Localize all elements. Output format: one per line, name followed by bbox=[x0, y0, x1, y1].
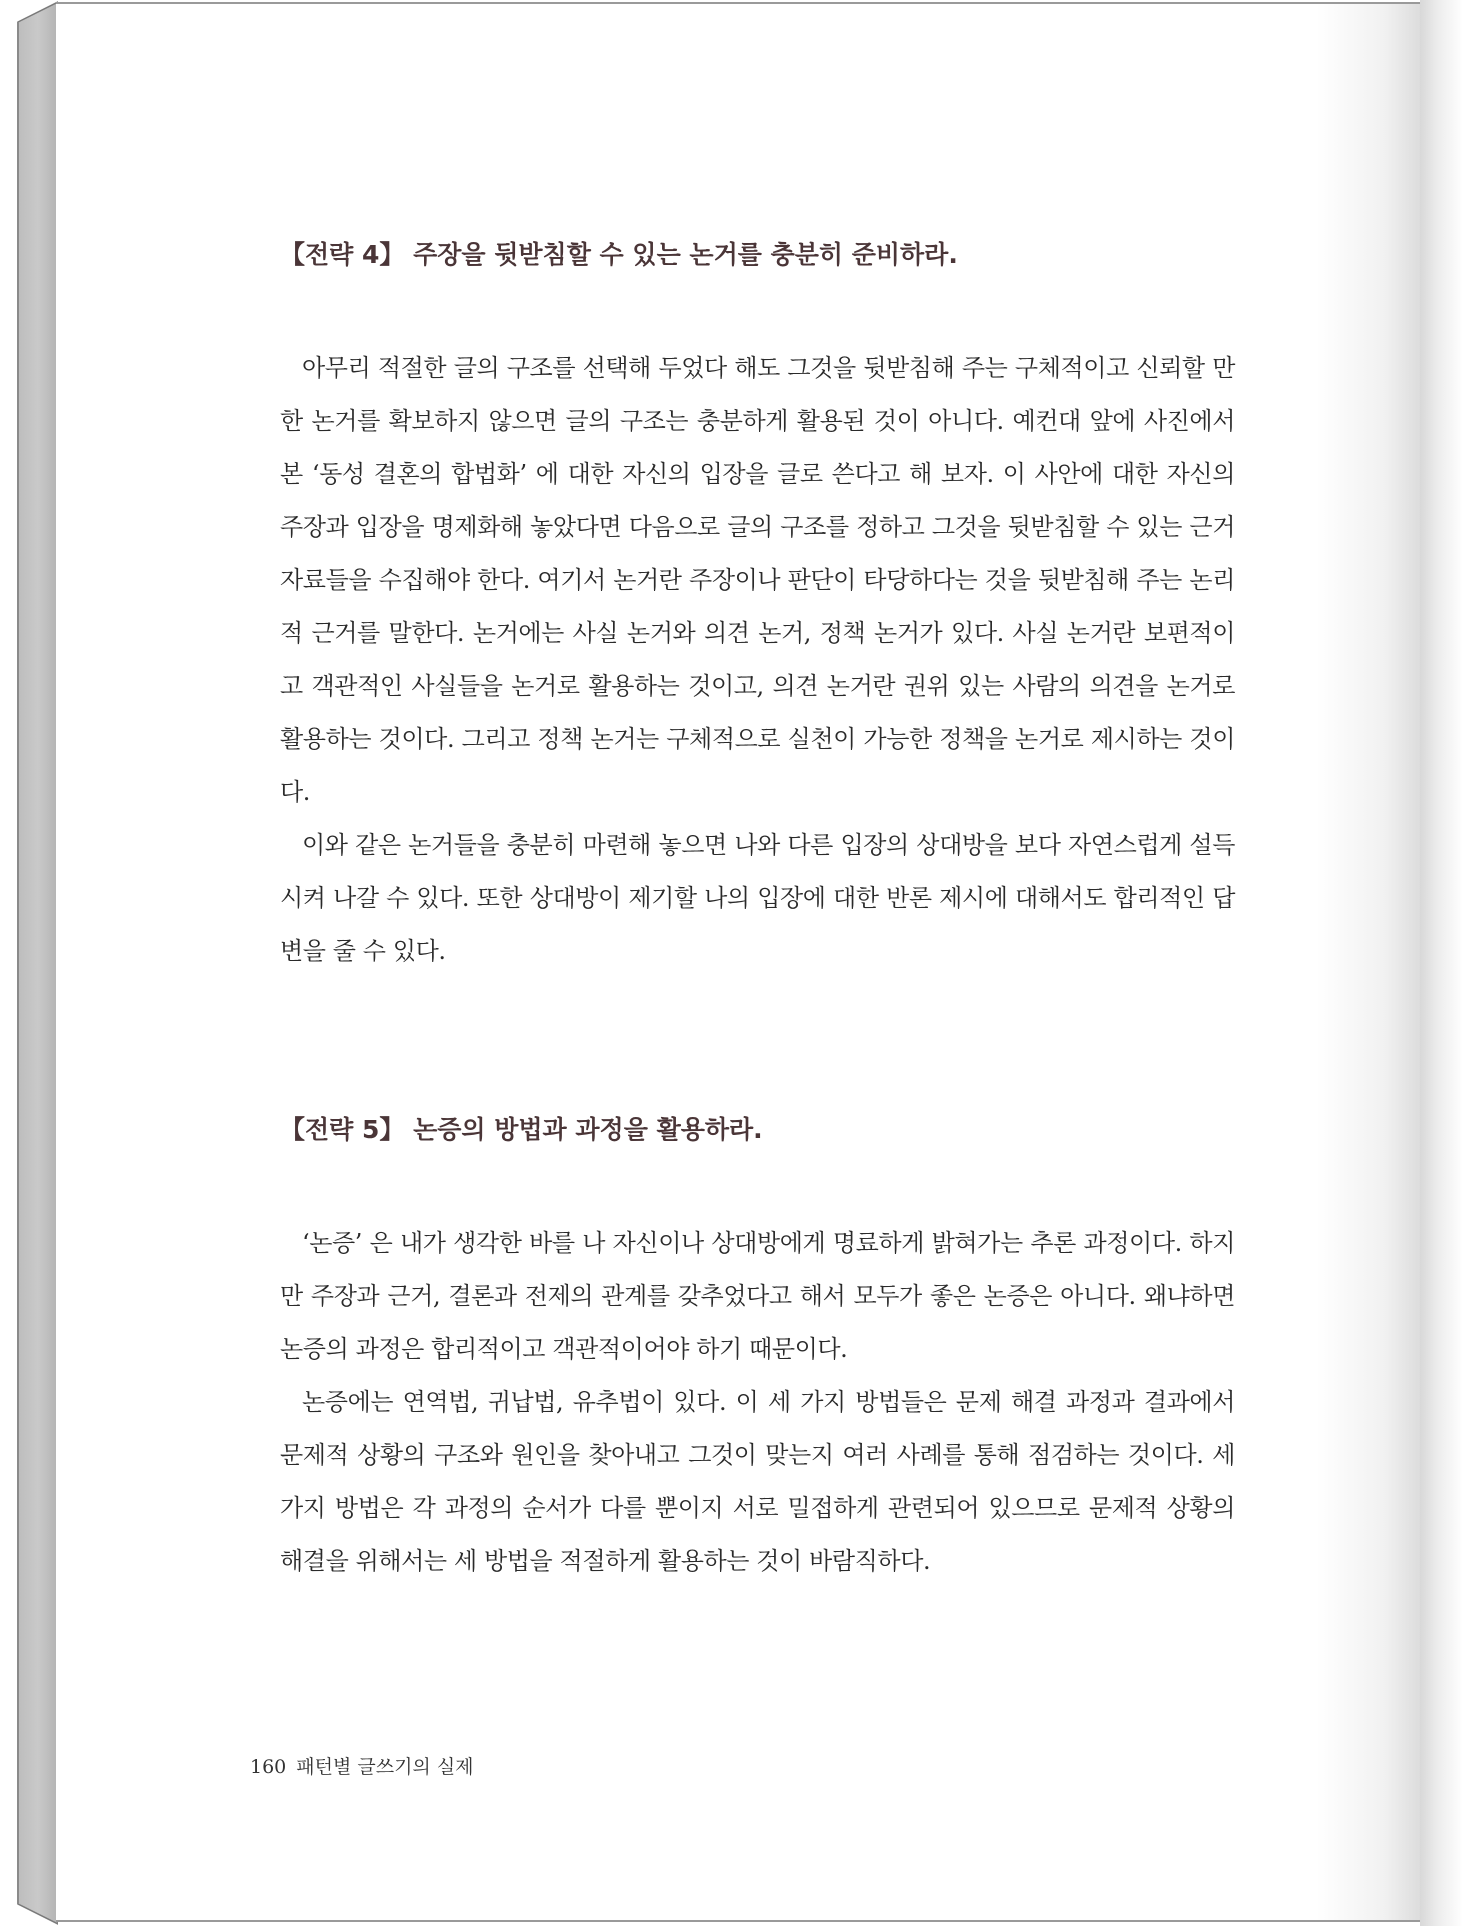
page-content bbox=[280, 230, 1235, 1588]
section-title: 【전략 4】 주장을 뒷받침할 수 있는 논거를 충분히 준비하라. bbox=[280, 240, 958, 269]
paragraph: 이와 같은 논거들을 충분히 마련해 놓으면 나와 다른 입장의 상대방을 보다 자연스럽게 설득시켜 나갈 수 있다. 또한 상대방이 제기할 나의 입장에 대한 반론 제시에 대해서도 합리적인 답변을 줄 수 있다. bbox=[280, 831, 1235, 965]
paragraph: ‘논증’ 은 내가 생각한 바를 나 자신이나 상대방에게 명료하게 밝혀가는 추론 과정이다. 하지만 주장과 근거, 결론과 전제의 관계를 갖추었다고 해서 모두가 좋은 논증은 아니다. 왜냐하면 논증의 과정은 합리적이고 객관적이어야 하기 때문이다. bbox=[280, 1229, 1235, 1363]
paragraph: 아무리 적절한 글의 구조를 선택해 두었다 해도 그것을 뒷받침해 주는 구체적이고 신뢰할 만한 논거를 확보하지 않으면 글의 구조는 충분하게 활용된 것이 아니다. 예컨대 앞에 사진에서 본 ‘동성 결혼의 합법화’ 에 대한 자신의 입장을 글로 쓴다고 해 보자. 이 사안에 대한 자신의 주장과 입장을 명제화해 놓았다면 다음으로 글의 구조를 정하고 그것을 뒷받침할 수 있는 근거 자료들을 수집해야 한다. 여기서 논거란 주장이나 판단이 타당하다는 것을 뒷받침해 주는 논리적 근거를 말한다. 논거에는 사실 논거와 의견 논거, 정책 논거가 있다. 사실 논거란 보편적이고 객관적인 사실들을 논거로 활용하는 것이고, 의견 논거란 권위 있는 사람의 의견을 논거로 활용하는 것이다. 그리고 정책 논거는 구체적으로 실천이 가능한 정책을 논거로 제시하는 것이다. bbox=[280, 354, 1235, 806]
section-strategy-5 bbox=[280, 1105, 1235, 1588]
page-footer bbox=[250, 1752, 474, 1779]
running-title: 패턴별 글쓰기의 실제 bbox=[296, 1756, 474, 1778]
section-body bbox=[280, 342, 1235, 978]
section-strategy-4 bbox=[280, 230, 1235, 978]
paragraph: 논증에는 연역법, 귀납법, 유추법이 있다. 이 세 가지 방법들은 문제 해결 과정과 결과에서 문제적 상황의 구조와 원인을 찾아내고 그것이 맞는지 여러 사례를 통해 점검하는 것이다. 세 가지 방법은 각 과정의 순서가 다를 뿐이지 서로 밀접하게 관련되어 있으므로 문제적 상황의 해결을 위해서는 세 방법을 적절하게 활용하는 것이 바람직하다. bbox=[280, 1388, 1235, 1575]
book-spine bbox=[0, 0, 58, 1926]
page-number: 160 bbox=[250, 1756, 287, 1778]
section-body bbox=[280, 1217, 1235, 1588]
section-title: 【전략 5】 논증의 방법과 과정을 활용하라. bbox=[280, 1115, 763, 1144]
page-edge-shadow bbox=[1420, 0, 1463, 1926]
